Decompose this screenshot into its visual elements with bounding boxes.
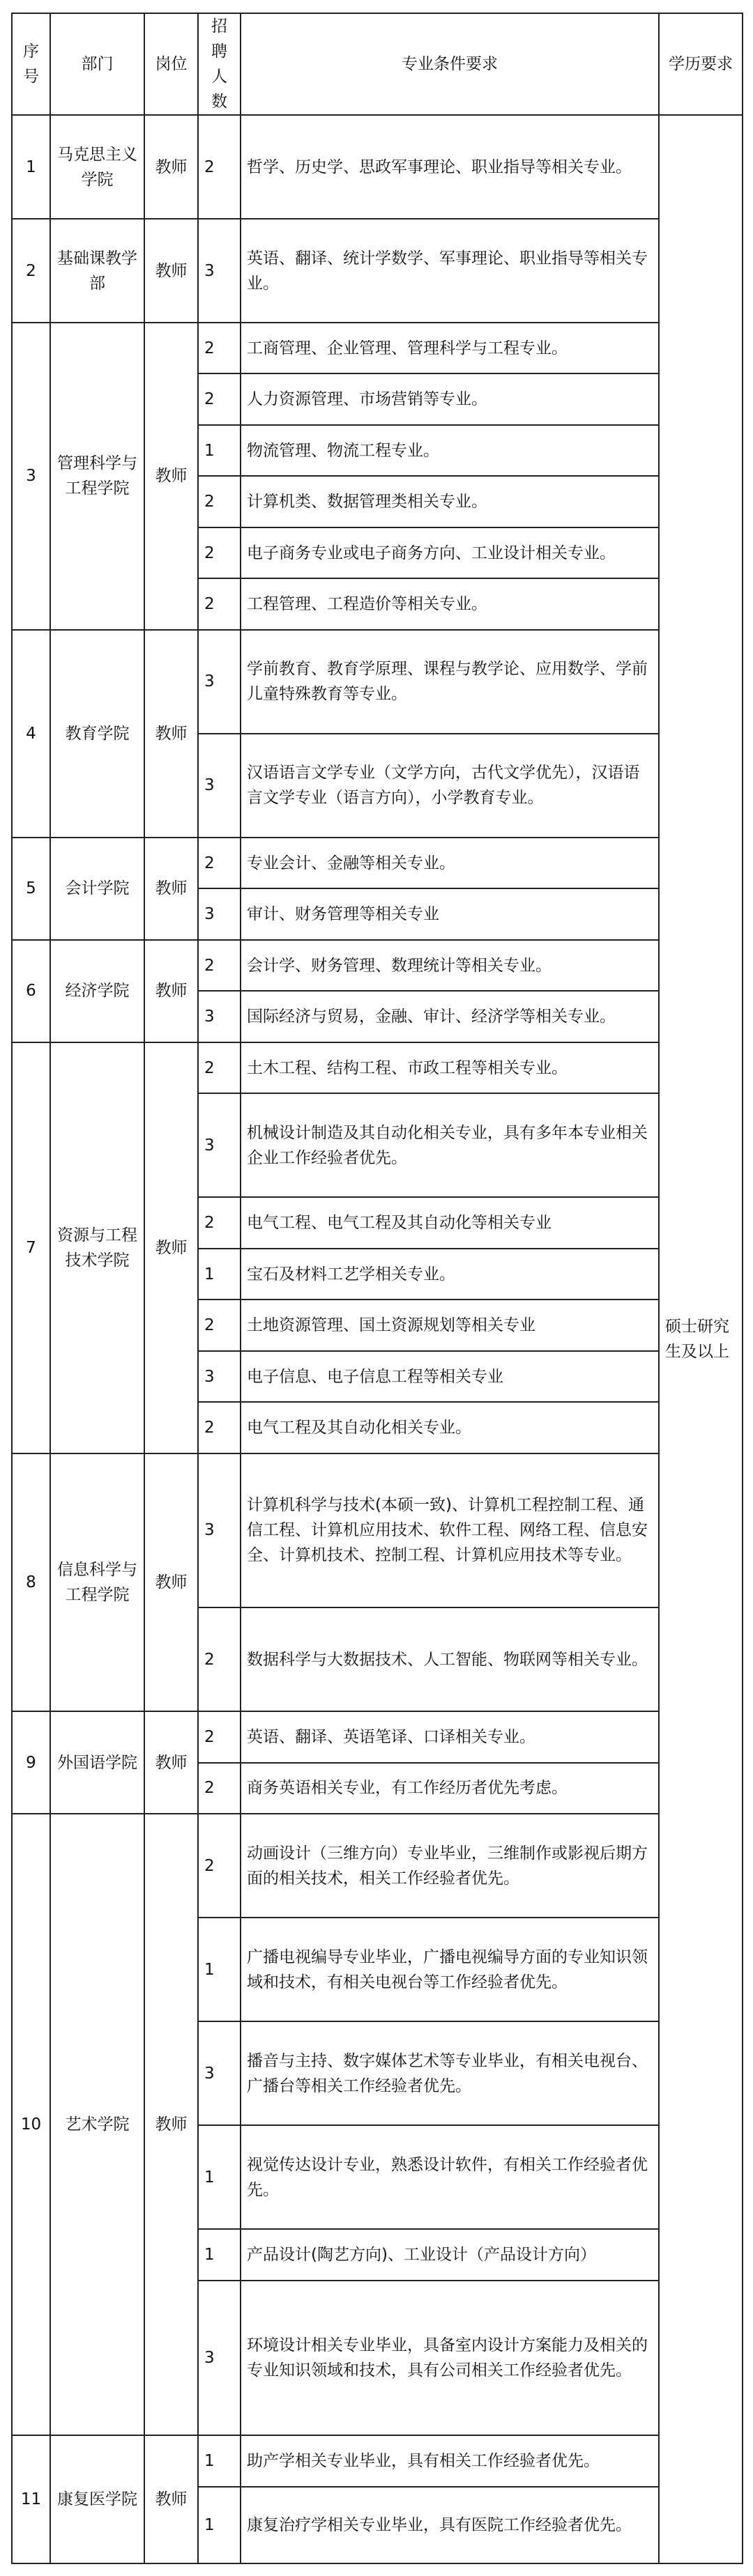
cell-count: 1 [198, 2435, 241, 2486]
cell-requirement: 英语、翻译、统计学数学、军事理论、职业指导等相关专业。 [241, 219, 659, 323]
cell-position: 教师 [144, 115, 198, 219]
cell-seq: 8 [12, 1453, 50, 1711]
cell-position: 教师 [144, 219, 198, 323]
cell-requirement: 审计、财务管理等相关专业 [241, 888, 659, 939]
cell-requirement: 国际经济与贸易，金融、审计、经济学等相关专业。 [241, 991, 659, 1042]
table-row [12, 940, 743, 991]
cell-department: 经济学院 [50, 940, 144, 1042]
cell-seq: 9 [12, 1711, 50, 1814]
table-row [12, 1453, 743, 1607]
cell-requirement: 机械设计制造及其自动化相关专业，具有多年本专业相关企业工作经验者优先。 [241, 1093, 659, 1197]
cell-count: 1 [198, 2125, 241, 2229]
cell-department: 会计学院 [50, 838, 144, 940]
cell-position: 教师 [144, 1711, 198, 1814]
cell-position: 教师 [144, 838, 198, 940]
cell-requirement: 数据科学与大数据技术、人工智能、物联网等相关专业。 [241, 1607, 659, 1711]
cell-seq: 7 [12, 1042, 50, 1453]
table-row [12, 2435, 743, 2486]
cell-count: 2 [198, 323, 241, 373]
cell-count: 2 [198, 1197, 241, 1248]
cell-position: 教师 [144, 940, 198, 1042]
cell-seq: 4 [12, 630, 50, 838]
cell-department: 马克思主义学院 [50, 115, 144, 219]
cell-count: 3 [198, 2021, 241, 2125]
cell-count: 2 [198, 838, 241, 888]
cell-count: 2 [198, 940, 241, 991]
cell-department: 康复医学院 [50, 2435, 144, 2563]
cell-count: 1 [198, 1918, 241, 2021]
cell-requirement: 人力资源管理、市场营销等专业。 [241, 373, 659, 424]
cell-position: 教师 [144, 2435, 198, 2563]
cell-count: 2 [198, 578, 241, 629]
table-row [12, 219, 743, 323]
cell-requirement: 播音与主持、数字媒体艺术等专业毕业，有相关电视台、广播台等相关工作经验者优先。 [241, 2021, 659, 2125]
cell-count: 2 [198, 1402, 241, 1453]
cell-count: 1 [198, 425, 241, 476]
cell-requirement: 汉语语言文学专业（文学方向，古代文学优先），汉语语言文学专业（语言方向），小学教育专业。 [241, 734, 659, 838]
cell-department: 信息科学与工程学院 [50, 1453, 144, 1711]
cell-position: 教师 [144, 323, 198, 630]
cell-count: 2 [198, 115, 241, 219]
cell-department: 艺术学院 [50, 1814, 144, 2435]
cell-position: 教师 [144, 1814, 198, 2435]
cell-requirement: 工程管理、工程造价等相关专业。 [241, 578, 659, 629]
header-education: 学历要求 [659, 13, 743, 115]
recruitment-table [11, 13, 743, 2564]
cell-count: 2 [198, 1299, 241, 1350]
cell-count: 2 [198, 1042, 241, 1093]
table-row [12, 323, 743, 373]
cell-department: 资源与工程技术学院 [50, 1042, 144, 1453]
header-seq: 序号 [12, 13, 50, 115]
cell-count: 3 [198, 2281, 241, 2435]
cell-position: 教师 [144, 1042, 198, 1453]
cell-requirement: 电气工程及其自动化相关专业。 [241, 1402, 659, 1453]
cell-count: 1 [198, 2487, 241, 2563]
cell-requirement: 工商管理、企业管理、管理科学与工程专业。 [241, 323, 659, 373]
cell-requirement: 电子信息、电子信息工程等相关专业 [241, 1351, 659, 1402]
cell-requirement: 产品设计(陶艺方向)、工业设计（产品设计方向） [241, 2229, 659, 2280]
cell-requirement: 助产学相关专业毕业，具有相关工作经验者优先。 [241, 2435, 659, 2486]
cell-requirement: 视觉传达设计专业，熟悉设计软件，有相关工作经验者优先。 [241, 2125, 659, 2229]
cell-requirement: 动画设计（三维方向）专业毕业，三维制作或影视后期方面的相关技术，相关工作经验者优先。 [241, 1814, 659, 1918]
cell-requirement: 商务英语相关专业，有工作经历者优先考虑。 [241, 1763, 659, 1814]
cell-requirement: 专业会计、金融等相关专业。 [241, 838, 659, 888]
cell-requirement: 康复治疗学相关专业毕业，具有医院工作经验者优先。 [241, 2487, 659, 2563]
cell-education: 硕士研究生及以上 [659, 115, 743, 2563]
cell-requirement: 计算机类、数据管理类相关专业。 [241, 476, 659, 527]
cell-count: 2 [198, 527, 241, 578]
header-requirements: 专业条件要求 [241, 13, 659, 115]
cell-count: 3 [198, 991, 241, 1042]
cell-count: 3 [198, 888, 241, 939]
cell-department: 管理科学与工程学院 [50, 323, 144, 630]
cell-seq: 1 [12, 115, 50, 219]
cell-requirement: 环境设计相关专业毕业，具备室内设计方案能力及相关的专业知识领域和技术，具有公司相关工作经验者优先。 [241, 2281, 659, 2435]
cell-count: 2 [198, 373, 241, 424]
header-row [12, 13, 743, 115]
cell-count: 3 [198, 1093, 241, 1197]
cell-count: 3 [198, 630, 241, 734]
cell-requirement: 英语、翻译、英语笔译、口译相关专业。 [241, 1711, 659, 1762]
cell-position: 教师 [144, 630, 198, 838]
cell-requirement: 哲学、历史学、思政军事理论、职业指导等相关专业。 [241, 115, 659, 219]
cell-seq: 3 [12, 323, 50, 630]
cell-requirement: 电气工程、电气工程及其自动化等相关专业 [241, 1197, 659, 1248]
table-row [12, 630, 743, 734]
cell-seq: 2 [12, 219, 50, 323]
cell-count: 3 [198, 219, 241, 323]
cell-count: 3 [198, 1453, 241, 1607]
cell-seq: 11 [12, 2435, 50, 2563]
cell-requirement: 土木工程、结构工程、市政工程等相关专业。 [241, 1042, 659, 1093]
cell-department: 外国语学院 [50, 1711, 144, 1814]
header-dept: 部门 [50, 13, 144, 115]
cell-count: 1 [198, 2229, 241, 2280]
header-count: 招聘人数 [198, 13, 241, 115]
cell-requirement: 计算机科学与技术(本硕一致)、计算机工程控制工程、通信工程、计算机应用技术、软件工程、网络工程、信息安全、计算机技术、控制工程、计算机应用技术等专业。 [241, 1453, 659, 1607]
table-row [12, 838, 743, 888]
cell-position: 教师 [144, 1453, 198, 1711]
cell-requirement: 学前教育、教育学原理、课程与教学论、应用数学、学前儿童特殊教育等专业。 [241, 630, 659, 734]
table-row [12, 1711, 743, 1762]
cell-seq: 5 [12, 838, 50, 940]
cell-seq: 6 [12, 940, 50, 1042]
table-body [12, 115, 743, 2563]
header-position: 岗位 [144, 13, 198, 115]
cell-count: 2 [198, 1711, 241, 1762]
cell-count: 2 [198, 476, 241, 527]
table-row [12, 1814, 743, 1918]
table-row [12, 1042, 743, 1093]
cell-requirement: 电子商务专业或电子商务方向、工业设计相关专业。 [241, 527, 659, 578]
cell-requirement: 广播电视编导专业毕业，广播电视编导方面的专业知识领域和技术，有相关电视台等工作经验者优先。 [241, 1918, 659, 2021]
cell-seq: 10 [12, 1814, 50, 2435]
cell-count: 3 [198, 1351, 241, 1402]
cell-count: 2 [198, 1763, 241, 1814]
table-row [12, 115, 743, 219]
cell-requirement: 物流管理、物流工程专业。 [241, 425, 659, 476]
cell-count: 3 [198, 734, 241, 838]
cell-requirement: 土地资源管理、国土资源规划等相关专业 [241, 1299, 659, 1350]
cell-requirement: 会计学、财务管理、数理统计等相关专业。 [241, 940, 659, 991]
cell-count: 1 [198, 1249, 241, 1299]
cell-department: 基础课教学部 [50, 219, 144, 323]
cell-requirement: 宝石及材料工艺学相关专业。 [241, 1249, 659, 1299]
cell-department: 教育学院 [50, 630, 144, 838]
cell-count: 2 [198, 1814, 241, 1918]
cell-count: 2 [198, 1607, 241, 1711]
